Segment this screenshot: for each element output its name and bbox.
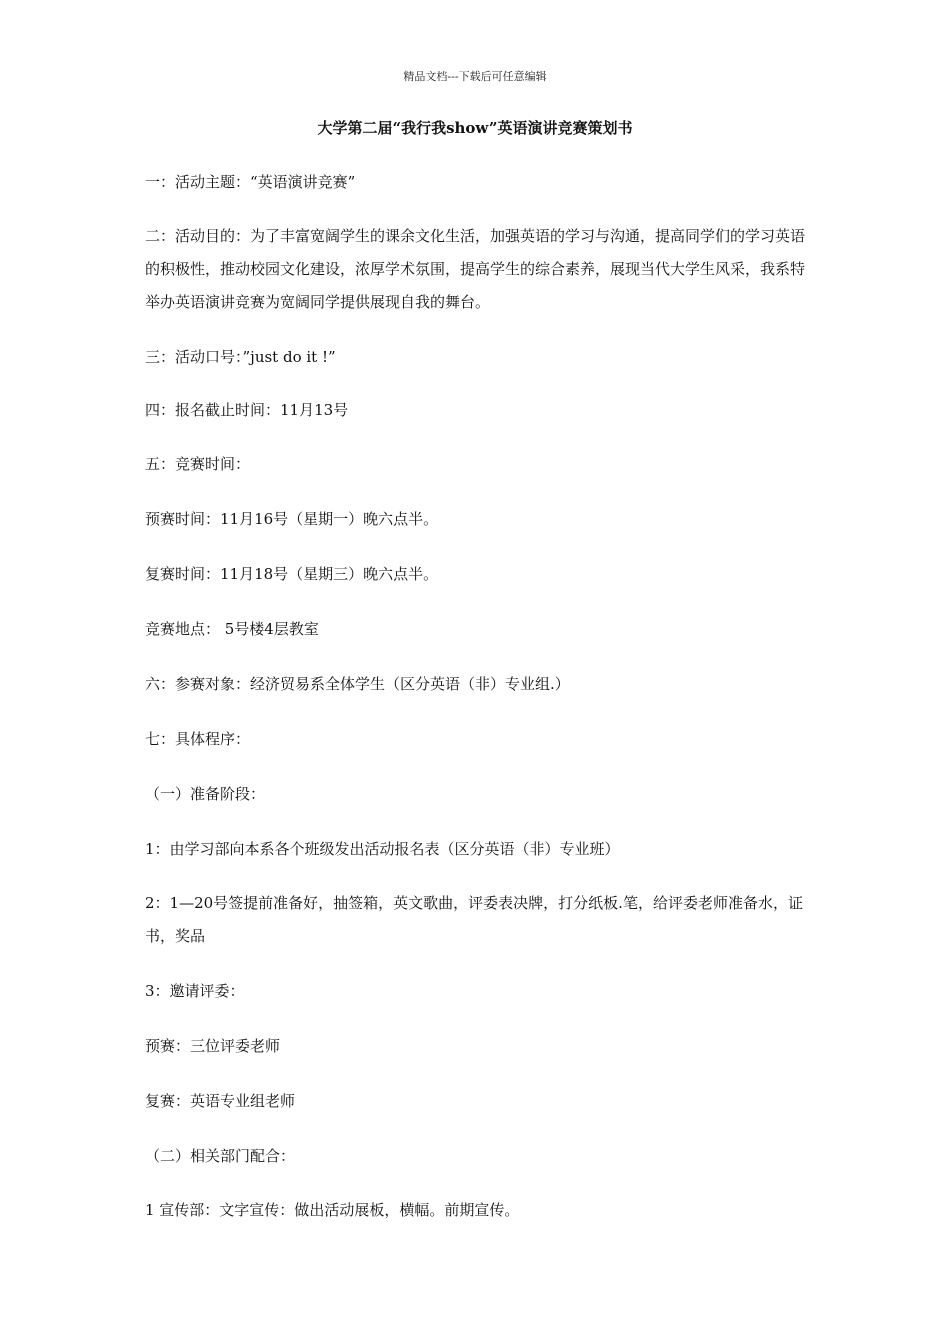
prelim-time: 预赛时间：11月16号（星期一）晚六点半。 [145, 510, 439, 528]
section-deadline: 四：报名截止时间：11月13号 [145, 401, 349, 419]
final-time: 复赛时间：11月18号（星期三）晚六点半。 [145, 565, 439, 583]
prelim-judges: 预赛：三位评委老师 [145, 1037, 281, 1055]
section-procedure: 七：具体程序： [145, 730, 251, 748]
subsection-departments: （二）相关部门配合： [145, 1147, 296, 1165]
document-title: 大学第二届“我行我show”英语演讲竞赛策划书 [317, 119, 633, 137]
section-contest-time: 五：竞赛时间： [145, 455, 251, 473]
contest-location: 竞赛地点： 5号楼4层教室 [145, 620, 319, 638]
subsection-preparation: （一）准备阶段： [145, 785, 266, 803]
prep-item-2: 2：1—20号签提前准备好，抽签箱，英文歌曲，评委表决牌，打分纸板.笔，给评委老师准备水，证书，奖品 [145, 894, 803, 945]
section-slogan: 三：活动口号：”just do it !” [145, 348, 336, 366]
section-theme: 一：活动主题：“英语演讲竞赛” [145, 173, 356, 191]
section-participants: 六：参赛对象：经济贸易系全体学生（区分英语（非）专业组.） [145, 675, 570, 693]
final-judges: 复赛：英语专业组老师 [145, 1092, 296, 1110]
prep-item-3: 3：邀请评委： [145, 982, 245, 1000]
section-purpose: 二：活动目的：为了丰富宽阔学生的课余文化生活，加强英语的学习与沟通，提高同学们的学习英语的积极性，推动校园文化建设，浓厚学术氛围，提高学生的综合素养，展现当代大学生风采，我系特举办英语演讲竞赛为宽阔同学提供展现自我的舞台。 [145, 227, 806, 311]
dept-item-1: 1 宣传部：文字宣传：做出活动展板，横幅。前期宣传。 [145, 1201, 520, 1219]
header-note: 精品文档---下载后可任意编辑 [403, 70, 547, 83]
prep-item-1: 1：由学习部向本系各个班级发出活动报名表（区分英语（非）专业班） [145, 840, 620, 858]
